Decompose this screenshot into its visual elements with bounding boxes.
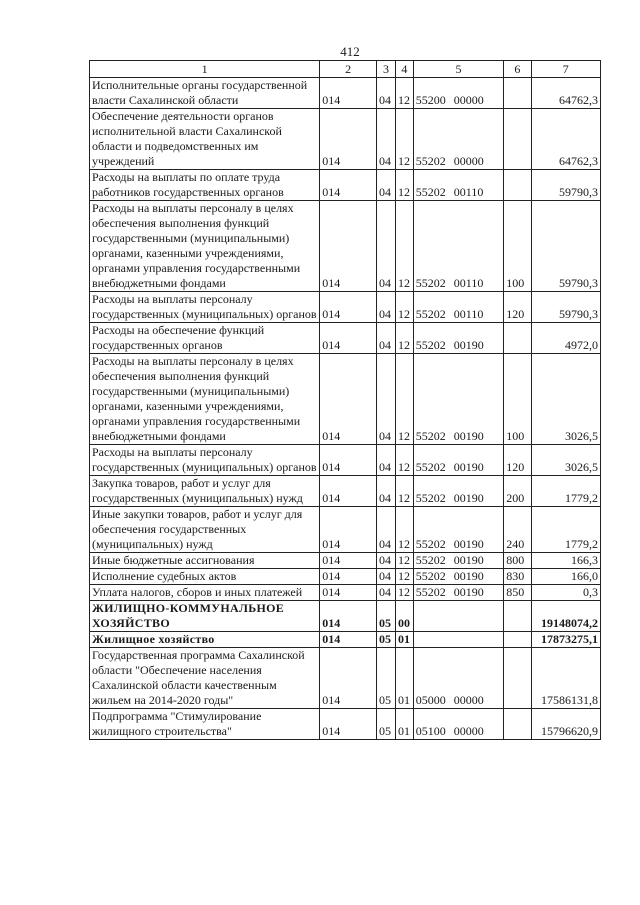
expense-name-cell: Закупка товаров, работ и услуг для государственных (муниципальных) нужд <box>90 476 320 507</box>
section-code-cell: 05 <box>377 709 396 740</box>
ministry-code-cell: 014 <box>320 109 377 170</box>
target-article-cell <box>413 601 503 632</box>
table-row <box>90 78 601 109</box>
ministry-code-cell: 014 <box>320 585 377 601</box>
expense-type-cell <box>504 109 531 170</box>
table-row <box>90 709 601 740</box>
ministry-code-cell: 014 <box>320 709 377 740</box>
section-code-cell: 04 <box>377 78 396 109</box>
expense-name-cell: Расходы на выплаты по оплате труда работников государственных органов <box>90 170 320 201</box>
table-row <box>90 109 601 170</box>
section-code-cell: 05 <box>377 648 396 709</box>
column-header: 2 <box>320 61 377 78</box>
section-code-cell: 05 <box>377 601 396 632</box>
ministry-code-cell: 014 <box>320 553 377 569</box>
amount-cell: 1779,2 <box>531 476 600 507</box>
target-article-cell <box>413 632 503 648</box>
section-code-cell: 04 <box>377 170 396 201</box>
subsection-code-cell: 12 <box>395 585 413 601</box>
expense-name-cell: Государственная программа Сахалинской области "Обеспечение населения Сахалинской области качественным жильем на 2014-2020 годы" <box>90 648 320 709</box>
expense-type-cell: 120 <box>504 292 531 323</box>
target-article-cell: 55202 00190 <box>413 445 503 476</box>
expense-type-cell <box>504 709 531 740</box>
ministry-code-cell: 014 <box>320 569 377 585</box>
target-article-cell: 55202 00190 <box>413 323 503 354</box>
amount-cell: 3026,5 <box>531 354 600 445</box>
column-header: 4 <box>395 61 413 78</box>
ministry-code-cell: 014 <box>320 354 377 445</box>
subsection-code-cell: 12 <box>395 354 413 445</box>
subsection-code-cell: 12 <box>395 201 413 292</box>
expense-type-cell <box>504 648 531 709</box>
expense-type-cell: 200 <box>504 476 531 507</box>
expense-type-cell <box>504 170 531 201</box>
expense-type-cell: 850 <box>504 585 531 601</box>
table-row <box>90 292 601 323</box>
target-article-cell: 55202 00110 <box>413 201 503 292</box>
amount-cell: 4972,0 <box>531 323 600 354</box>
target-article-cell: 55202 00000 <box>413 109 503 170</box>
subsection-code-cell: 12 <box>395 553 413 569</box>
table-row <box>90 323 601 354</box>
target-article-cell: 55202 00110 <box>413 170 503 201</box>
target-article-cell: 05000 00000 <box>413 648 503 709</box>
amount-cell: 19148074,2 <box>531 601 600 632</box>
section-code-cell: 05 <box>377 632 396 648</box>
amount-cell: 59790,3 <box>531 292 600 323</box>
expense-name-cell: Расходы на выплаты персоналу в целях обеспечения выполнения функций государственными (муниципальными) органами, казенными учреждениями, органами управления государственными внебюджетными фондами <box>90 354 320 445</box>
section-code-cell: 04 <box>377 323 396 354</box>
section-code-cell: 04 <box>377 476 396 507</box>
column-header: 3 <box>377 61 396 78</box>
table-row <box>90 569 601 585</box>
amount-cell: 1779,2 <box>531 507 600 553</box>
column-header: 5 <box>413 61 503 78</box>
header-row <box>90 61 601 78</box>
subsection-code-cell: 01 <box>395 632 413 648</box>
target-article-cell: 55202 00110 <box>413 292 503 323</box>
column-header: 1 <box>90 61 320 78</box>
expense-name-cell: Иные закупки товаров, работ и услуг для обеспечения государственных (муниципальных) нужд <box>90 507 320 553</box>
amount-cell: 59790,3 <box>531 201 600 292</box>
expense-name-cell: Исполнительные органы государственной власти Сахалинской области <box>90 78 320 109</box>
ministry-code-cell: 014 <box>320 292 377 323</box>
expense-name-cell: Иные бюджетные ассигнования <box>90 553 320 569</box>
expense-name-cell: Подпрограмма "Стимулирование жилищного строительства" <box>90 709 320 740</box>
ministry-code-cell: 014 <box>320 476 377 507</box>
subsection-code-cell: 01 <box>395 709 413 740</box>
subsection-code-cell: 12 <box>395 323 413 354</box>
amount-cell: 0,3 <box>531 585 600 601</box>
table-row <box>90 445 601 476</box>
ministry-code-cell: 014 <box>320 445 377 476</box>
expense-name-cell: Расходы на обеспечение функций государственных органов <box>90 323 320 354</box>
table-row <box>90 553 601 569</box>
table-row <box>90 354 601 445</box>
section-code-cell: 04 <box>377 507 396 553</box>
target-article-cell: 55202 00190 <box>413 507 503 553</box>
subsection-code-cell: 12 <box>395 507 413 553</box>
amount-cell: 17873275,1 <box>531 632 600 648</box>
subsection-code-cell: 12 <box>395 292 413 323</box>
target-article-cell: 55202 00190 <box>413 569 503 585</box>
section-code-cell: 04 <box>377 109 396 170</box>
subsection-code-cell: 12 <box>395 569 413 585</box>
page-number: 412 <box>340 44 360 59</box>
amount-cell: 64762,3 <box>531 109 600 170</box>
expense-type-cell: 100 <box>504 201 531 292</box>
section-code-cell: 04 <box>377 569 396 585</box>
expense-type-cell: 100 <box>504 354 531 445</box>
expense-type-cell: 240 <box>504 507 531 553</box>
amount-cell: 3026,5 <box>531 445 600 476</box>
table-body <box>90 78 601 740</box>
section-code-cell: 04 <box>377 292 396 323</box>
target-article-cell: 55202 00190 <box>413 553 503 569</box>
subsection-code-cell: 12 <box>395 476 413 507</box>
expense-type-cell: 120 <box>504 445 531 476</box>
table-row <box>90 201 601 292</box>
amount-cell: 166,3 <box>531 553 600 569</box>
target-article-cell: 05100 00000 <box>413 709 503 740</box>
expense-name-cell: Исполнение судебных актов <box>90 569 320 585</box>
section-code-cell: 04 <box>377 445 396 476</box>
amount-cell: 59790,3 <box>531 170 600 201</box>
ministry-code-cell: 014 <box>320 507 377 553</box>
table-row <box>90 507 601 553</box>
amount-cell: 64762,3 <box>531 78 600 109</box>
expense-type-cell: 830 <box>504 569 531 585</box>
expense-name-cell: Расходы на выплаты персоналу государственных (муниципальных) органов <box>90 445 320 476</box>
amount-cell: 15796620,9 <box>531 709 600 740</box>
table-row <box>90 476 601 507</box>
ministry-code-cell: 014 <box>320 201 377 292</box>
target-article-cell: 55202 00190 <box>413 476 503 507</box>
subsection-code-cell: 12 <box>395 445 413 476</box>
section-code-cell: 04 <box>377 201 396 292</box>
table-row <box>90 632 601 648</box>
ministry-code-cell: 014 <box>320 601 377 632</box>
ministry-code-cell: 014 <box>320 648 377 709</box>
ministry-code-cell: 014 <box>320 323 377 354</box>
expense-name-cell: ЖИЛИЩНО-КОММУНАЛЬНОЕ ХОЗЯЙСТВО <box>90 601 320 632</box>
amount-cell: 166,0 <box>531 569 600 585</box>
ministry-code-cell: 014 <box>320 170 377 201</box>
expense-type-cell <box>504 632 531 648</box>
ministry-code-cell: 014 <box>320 78 377 109</box>
subsection-code-cell: 00 <box>395 601 413 632</box>
target-article-cell: 55202 00190 <box>413 354 503 445</box>
column-header: 7 <box>531 61 600 78</box>
table-row <box>90 648 601 709</box>
table-row <box>90 601 601 632</box>
table-row <box>90 170 601 201</box>
expense-type-cell: 800 <box>504 553 531 569</box>
target-article-cell: 55202 00190 <box>413 585 503 601</box>
expense-type-cell <box>504 601 531 632</box>
expense-name-cell: Жилищное хозяйство <box>90 632 320 648</box>
target-article-cell: 55200 00000 <box>413 78 503 109</box>
subsection-code-cell: 12 <box>395 170 413 201</box>
budget-table <box>89 60 601 740</box>
section-code-cell: 04 <box>377 354 396 445</box>
expense-name-cell: Уплата налогов, сборов и иных платежей <box>90 585 320 601</box>
expense-name-cell: Обеспечение деятельности органов исполнительной власти Сахалинской области и подведомственных им учреждений <box>90 109 320 170</box>
expense-type-cell <box>504 323 531 354</box>
table-row <box>90 585 601 601</box>
subsection-code-cell: 01 <box>395 648 413 709</box>
expense-type-cell <box>504 78 531 109</box>
subsection-code-cell: 12 <box>395 109 413 170</box>
amount-cell: 17586131,8 <box>531 648 600 709</box>
section-code-cell: 04 <box>377 553 396 569</box>
section-code-cell: 04 <box>377 585 396 601</box>
expense-name-cell: Расходы на выплаты персоналу государственных (муниципальных) органов <box>90 292 320 323</box>
subsection-code-cell: 12 <box>395 78 413 109</box>
ministry-code-cell: 014 <box>320 632 377 648</box>
expense-name-cell: Расходы на выплаты персоналу в целях обеспечения выполнения функций государственными (муниципальными) органами, казенными учреждениями, органами управления государственными внебюджетными фондами <box>90 201 320 292</box>
column-header: 6 <box>504 61 531 78</box>
